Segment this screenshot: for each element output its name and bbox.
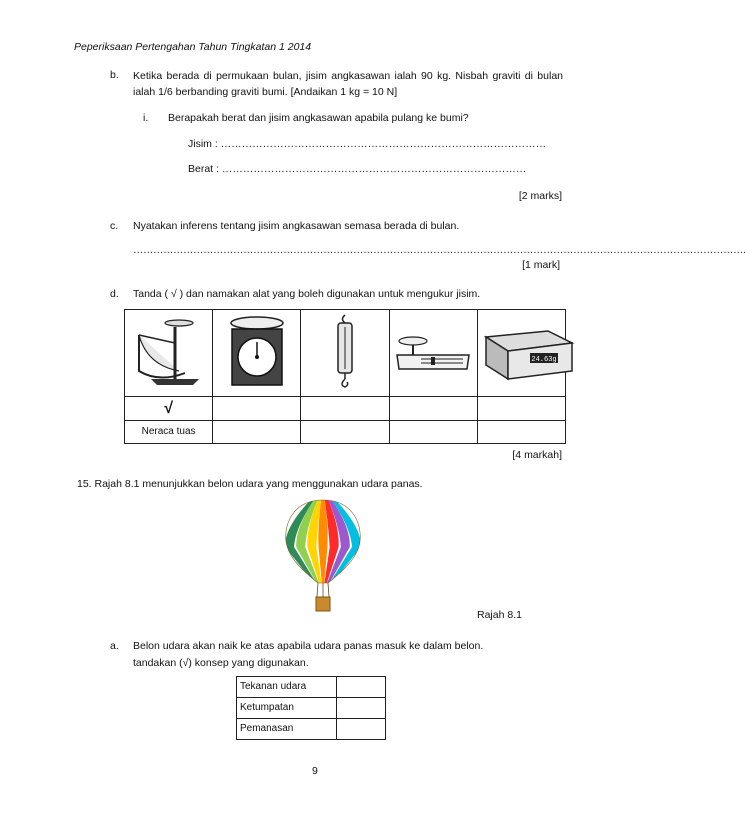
- concept-tick-cell[interactable]: [337, 719, 386, 740]
- figure-label: Rajah 8.1: [477, 609, 522, 621]
- tool-name-cell[interactable]: [301, 421, 389, 444]
- tick-cell[interactable]: [389, 397, 477, 421]
- tick-cell[interactable]: [477, 397, 565, 421]
- tick-cell[interactable]: [213, 397, 301, 421]
- tool-name-cell[interactable]: [213, 421, 301, 444]
- concept-label: Pemanasan: [237, 719, 337, 740]
- concept-label: Ketumpatan: [237, 698, 337, 719]
- question-c-text: Nyatakan inferens tentang jisim angkasawan semasa berada di bulan.: [133, 220, 460, 232]
- question-d-letter: d.: [110, 288, 119, 300]
- berat-answer-line: Berat : ……………………………………………………………………………: [188, 163, 527, 175]
- tool-name-cell[interactable]: [477, 421, 565, 444]
- tool-cell-triple-beam-balance: [389, 310, 477, 397]
- question-b-i-text: Berapakah berat dan jisim angkasawan apabila pulang ke bumi?: [168, 112, 469, 124]
- hot-air-balloon-icon: [280, 497, 366, 617]
- tool-cell-dial-scale: [213, 310, 301, 397]
- page-number: 9: [312, 765, 318, 777]
- question-d-text: Tanda ( √ ) dan namakan alat yang boleh digunakan untuk mengukur jisim.: [133, 288, 481, 300]
- question-b-letter: b.: [110, 69, 119, 81]
- concept-label: Tekanan udara: [237, 677, 337, 698]
- tool-name-cell[interactable]: [389, 421, 477, 444]
- tool-cell-electronic-balance: [477, 310, 565, 397]
- question-c-answer-line: ………………………………………………………………………………………………………………………………………………………………….: [133, 244, 745, 256]
- measuring-tools-table: [124, 309, 566, 444]
- page-header: Peperiksaan Pertengahan Tahun Tingkatan 1 2014: [74, 41, 312, 53]
- electronic-balance-icon: [478, 313, 578, 389]
- lever-balance-icon: [129, 313, 209, 389]
- tool-cell-spring-balance: [301, 310, 389, 397]
- tick-cell[interactable]: [301, 397, 389, 421]
- tool-name-cell[interactable]: Neraca tuas: [125, 421, 213, 444]
- concept-table: [236, 676, 386, 740]
- dial-scale-icon: [222, 313, 292, 389]
- question-c-letter: c.: [110, 220, 119, 232]
- question-d-marks: [4 markah]: [512, 449, 562, 461]
- question-c-marks: [1 mark]: [522, 259, 560, 271]
- jisim-answer-line: Jisim : …………………………………………………………………………………: [188, 138, 547, 150]
- question-b-i-number: i.: [143, 112, 149, 124]
- tool-cell-lever-balance: [125, 310, 213, 397]
- question-15a-text: Belon udara akan naik ke atas apabila udara panas masuk ke dalam belon.: [133, 640, 484, 652]
- question-15-text: 15. Rajah 8.1 menunjukkan belon udara yang menggunakan udara panas.: [77, 478, 423, 490]
- concept-tick-cell[interactable]: [337, 698, 386, 719]
- concept-tick-cell[interactable]: [337, 677, 386, 698]
- triple-beam-balance-icon: [391, 313, 475, 389]
- tick-cell[interactable]: √: [125, 397, 213, 421]
- spring-balance-icon: [330, 313, 360, 389]
- digital-readout: 24.63g: [531, 355, 557, 364]
- question-b-marks: [2 marks]: [518, 190, 562, 202]
- question-b-text: Ketika berada di permukaan bulan, jisim angkasawan ialah 90 kg. Nisbah graviti di bulan ialah 1/6 berbanding graviti bumi. [Andaikan 1 kg = 10 N]: [133, 70, 563, 99]
- question-15a-instruction: tandakan (√) konsep yang digunakan.: [133, 657, 309, 669]
- question-15a-letter: a.: [110, 640, 119, 652]
